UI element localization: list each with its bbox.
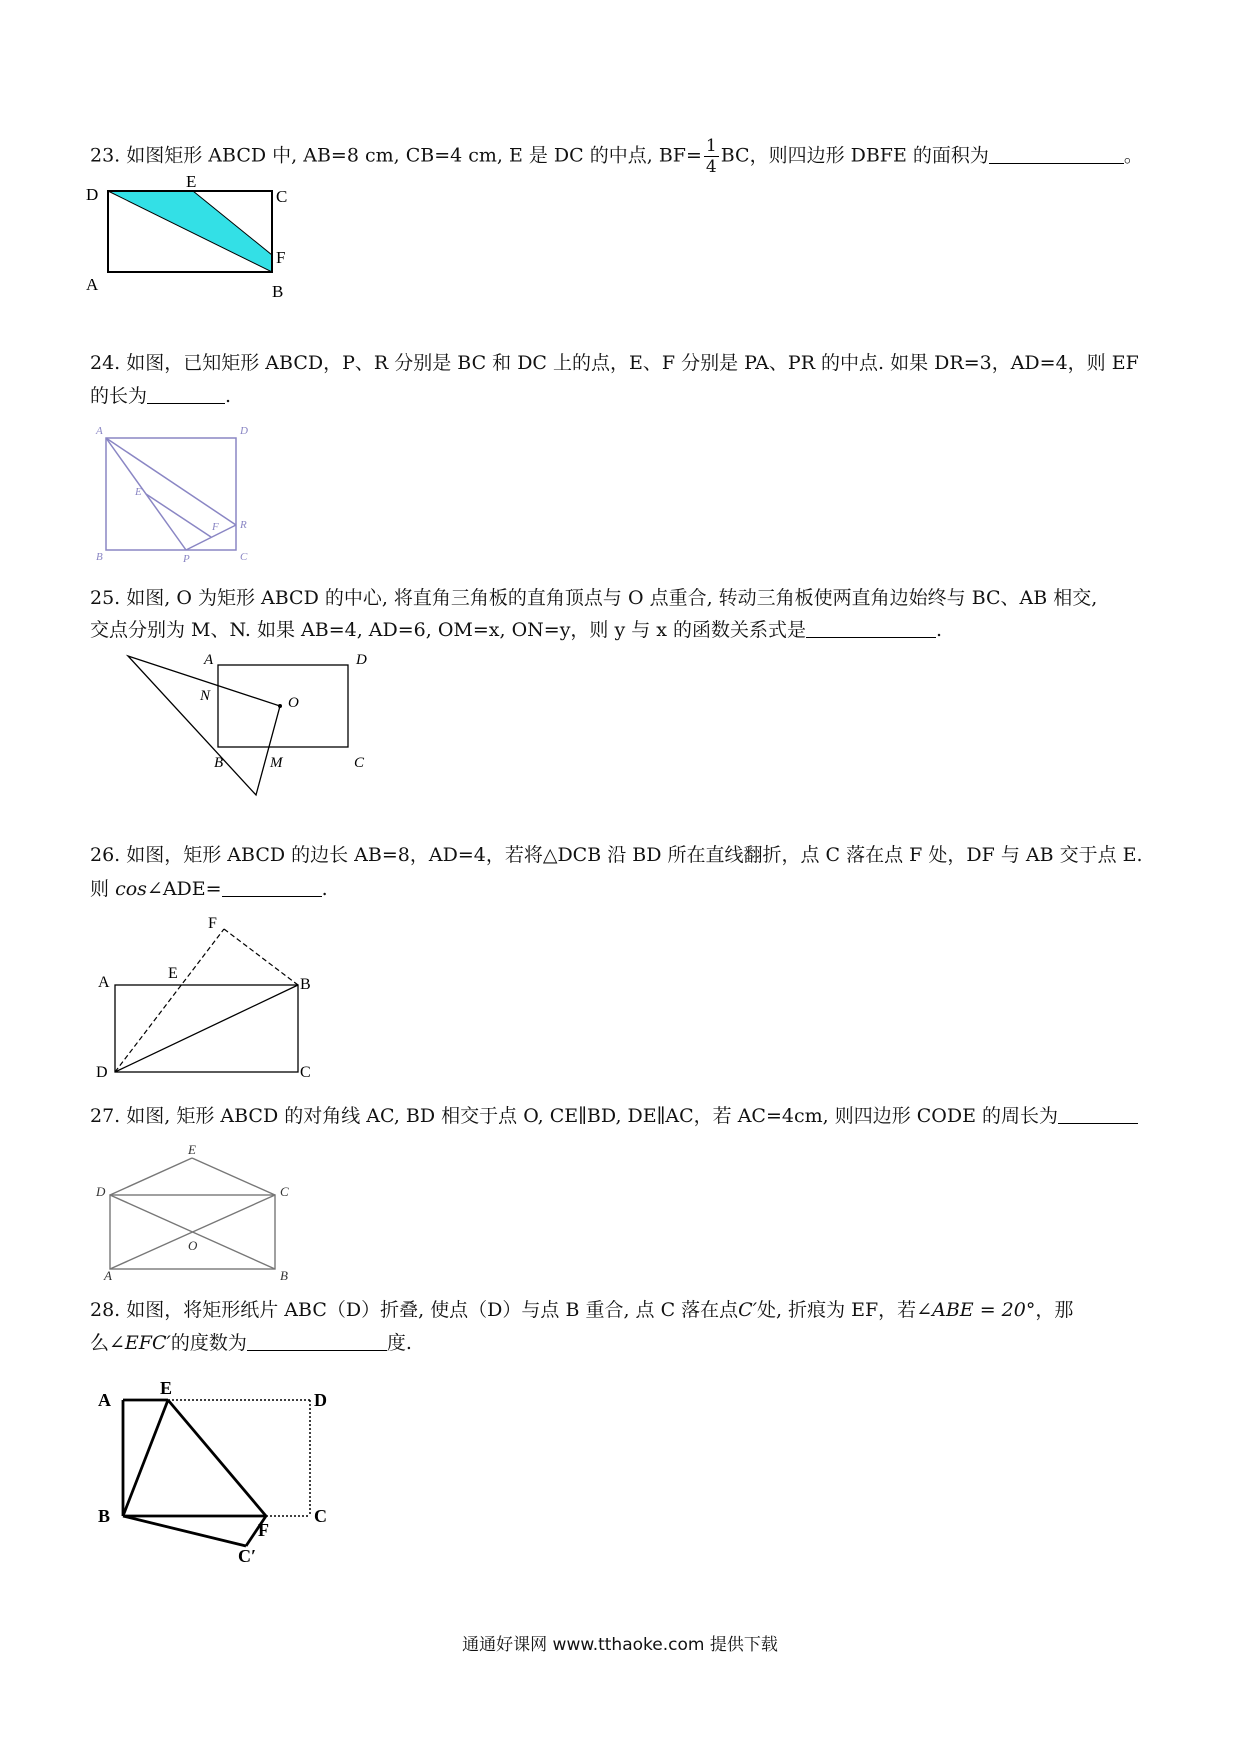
q26-text-end: . — [321, 878, 328, 900]
q25-answer-blank[interactable] — [806, 619, 936, 638]
page-footer: 通通好课网 www.tthaoke.com 提供下载 — [462, 1635, 778, 1655]
q23-text-part2: BC，则四边形 DBFE 的面积为 — [720, 144, 989, 167]
q26-label-D: D — [96, 1064, 108, 1081]
q27-label-A: A — [104, 1268, 112, 1283]
q28-label-D: D — [314, 1390, 327, 1410]
q25-label-N: N — [200, 688, 211, 704]
q28-cprime: C′ — [738, 1299, 758, 1321]
q25-label-B: B — [214, 755, 224, 771]
q28-text-line2-b: 的度数为 — [170, 1332, 247, 1354]
q28-label-E: E — [160, 1378, 173, 1398]
q27-line-DE — [110, 1158, 192, 1195]
q25-text-end: . — [936, 619, 943, 641]
q23-label-F: F — [276, 248, 286, 267]
q28-text-b: 处, 折痕为 EF，若 — [757, 1299, 917, 1321]
q23-label-C: C — [276, 187, 288, 206]
q23-label-E: E — [186, 172, 197, 191]
q28-line-BCp — [123, 1516, 246, 1546]
q24-label-B: B — [96, 551, 103, 563]
q27-label-B: B — [280, 1268, 288, 1283]
q24-text-line2 — [90, 383, 231, 409]
q23-label-A: A — [86, 275, 99, 294]
q26-text-line2 — [90, 876, 328, 902]
q28-text-a: 28. 如图，将矩形纸片 ABC（D）折叠, 使点（D）与点 B 重合, 点 C 落在点 — [90, 1299, 739, 1321]
q27-label-E: E — [188, 1142, 196, 1157]
q25-label-O: O — [288, 695, 299, 711]
q24-label-E: E — [135, 486, 142, 498]
q28-label-B: B — [98, 1506, 111, 1526]
q23-text — [90, 136, 1143, 177]
q23-frac-den: 4 — [705, 157, 717, 177]
q28-text-line2 — [90, 1330, 412, 1356]
q26-text-prefix: 则 — [90, 878, 110, 900]
q26-label-A: A — [98, 974, 110, 991]
q26-label-B: B — [300, 976, 311, 993]
q28-label-Cprime: C′ — [238, 1546, 257, 1566]
q25-label-C: C — [354, 755, 365, 771]
q27-line-CE — [192, 1158, 275, 1195]
q28-line-BE — [123, 1400, 168, 1516]
q24-text-prefix: 的长为 — [90, 385, 148, 407]
q24-label-D: D — [240, 425, 248, 437]
q23-answer-blank[interactable] — [989, 145, 1124, 164]
q28-text-line1 — [90, 1297, 1073, 1323]
q25-rectangle — [218, 665, 348, 747]
q26-line-DB — [115, 985, 298, 1072]
q28-line-EF — [168, 1400, 266, 1516]
q25-label-A: A — [204, 652, 214, 668]
q24-rectangle — [106, 438, 236, 550]
q26-text-line1: 26. 如图，矩形 ABCD 的边长 AB=8，AD=4，若将△DCB 沿 BD 所在直线翻折，点 C 落在点 F 处，DF 与 AB 交于点 E. — [90, 844, 1143, 866]
q25-figure — [110, 650, 380, 800]
q26-line-DF — [115, 929, 224, 1072]
q26-label-F: F — [208, 915, 217, 932]
q27-figure — [92, 1140, 322, 1283]
q26-angle: ∠ADE= — [146, 878, 222, 900]
q28-label-A: A — [98, 1390, 111, 1410]
q27-answer-blank[interactable] — [1058, 1105, 1138, 1124]
q26-label-C: C — [300, 1064, 311, 1081]
q24-text-end: . — [225, 385, 232, 407]
q26-label-E: E — [168, 965, 178, 982]
q28-angle-abe: ∠ABE = 20° — [916, 1299, 1036, 1321]
q24-answer-blank[interactable] — [147, 385, 225, 404]
q27-text — [90, 1103, 1138, 1129]
q28-answer-blank[interactable] — [247, 1332, 387, 1351]
q26-answer-blank[interactable] — [222, 878, 322, 897]
q24-line-PR — [186, 525, 236, 550]
q27-label-D: D — [96, 1184, 106, 1199]
q24-label-P: P — [183, 553, 190, 565]
q23-text-part1: 23. 如图矩形 ABCD 中, AB=8 cm, CB=4 cm, E 是 DC 的中点, BF= — [90, 144, 702, 167]
q25-text-line2 — [90, 617, 942, 643]
q26-line-FB — [224, 929, 298, 985]
q23-fraction — [704, 136, 719, 177]
q28-text-line2-a: 么 — [90, 1332, 110, 1354]
q25-label-D: D — [356, 652, 367, 668]
q27-label-O: O — [188, 1238, 198, 1253]
q28-label-F: F — [258, 1520, 269, 1540]
q23-label-D: D — [86, 185, 99, 204]
q25-triangle-ruler — [128, 656, 280, 795]
q28-text-c: ，那 — [1035, 1299, 1074, 1321]
q24-label-C: C — [240, 551, 248, 563]
q23-shaded-quadrilateral — [108, 191, 272, 272]
q28-label-C: C — [314, 1506, 327, 1526]
q25-text-line1: 25. 如图, O 为矩形 ABCD 的中心, 将直角三角板的直角顶点与 O 点重合, 转动三角板使两直角边始终与 BC、AB 相交, — [90, 587, 1098, 609]
q24-line-AR — [106, 438, 236, 525]
q24-label-F: F — [212, 521, 219, 533]
q24-figure — [90, 422, 265, 565]
q24-label-R: R — [240, 519, 247, 531]
q26-figure — [90, 915, 330, 1080]
q23-figure — [80, 172, 320, 310]
q27-label-C: C — [280, 1184, 289, 1199]
q28-angle-efc: ∠EFC′ — [109, 1332, 171, 1354]
q24-line-EF — [146, 494, 211, 537]
q25-text-prefix: 交点分别为 M、N. 如果 AB=4, AD=6, OM=x, ON=y，则 y 与 x 的函数关系式是 — [90, 619, 807, 641]
q28-figure — [98, 1372, 343, 1566]
q28-text-line2-end: 度. — [386, 1332, 412, 1354]
q24-text-line1: 24. 如图，已知矩形 ABCD，P、R 分别是 BC 和 DC 上的点，E、F 分别是 PA、PR 的中点. 如果 DR=3，AD=4，则 EF — [90, 352, 1139, 374]
q25-label-M: M — [270, 755, 283, 771]
q23-label-B: B — [272, 282, 284, 301]
q25-point-O — [278, 704, 282, 708]
q27-text-body: 27. 如图, 矩形 ABCD 的对角线 AC, BD 相交于点 O, CE∥BD, DE∥AC，若 AC=4cm, 则四边形 CODE 的周长为 — [90, 1105, 1058, 1127]
q24-label-A: A — [96, 425, 103, 437]
q23-frac-num: 1 — [705, 136, 717, 156]
q26-cos: cos — [115, 878, 147, 900]
q23-text-end: 。 — [1123, 144, 1143, 167]
